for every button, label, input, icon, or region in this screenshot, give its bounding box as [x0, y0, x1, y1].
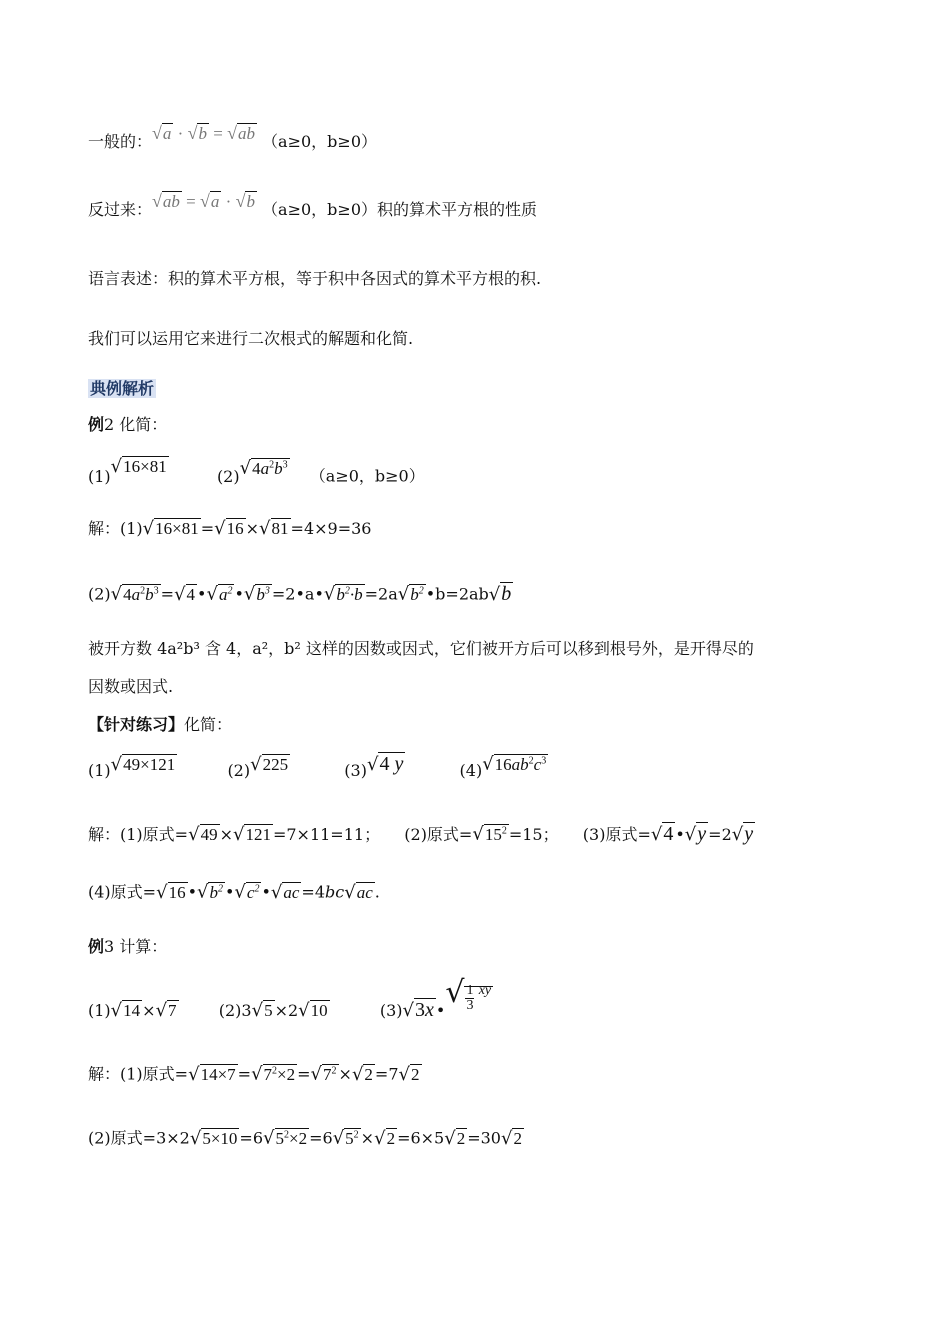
example3-title	[88, 936, 167, 958]
practice-title	[88, 714, 232, 736]
practice-solution-c: (3)原式=√4 •√y =2√y	[582, 822, 754, 845]
section-heading	[88, 378, 156, 400]
general-label: 一般的：	[88, 132, 153, 151]
example3-problem1: (1)√14 ×√7	[88, 1000, 177, 1021]
statement-line: 语言表述：积的算术平方根，等于积中各因式的算术平方根的积.	[88, 269, 542, 288]
usage-line: 我们可以运用它来进行二次根式的解题和化简.	[88, 329, 414, 348]
example3-problems	[88, 975, 493, 1027]
example3-label: 例	[88, 937, 105, 956]
practice-problem4: $(4)√16ab^2c^3$	[459, 753, 547, 780]
example2-problem1: (1)√16×81	[88, 455, 167, 486]
example3-problem3: (3)√3x •√ $\frac{1}{3}$ $^{xy}$	[379, 975, 492, 1021]
reverse-label: 反过来：	[88, 200, 153, 219]
reverse-condition: （a≥0，b≥0）积的算术平方根的性质	[262, 200, 538, 219]
example2-solution2: $(2)√4a^2b^3 =√4$ $•√a^2$ $•√b^3$ $=2•a•√b^2\cdot b =2a√b^2$ •b=2ab√b	[88, 582, 512, 605]
general-formula: √a · √b = √ab	[152, 123, 255, 143]
practice-solution-b: (2)原式$=√15^2 =15$；	[404, 823, 559, 845]
example3-solution2: (2)原式$=3\times 2√5\times 10 =6√5^2\times 2 =6√5^2 \times√2 =6\times 5√2 =30√2$	[88, 1127, 522, 1149]
example2-note-line1: 被开方数 4a²b³ 含 4，a²，b² 这样的因数或因式，它们被开方后可以移到根号外，是开得尽的	[88, 639, 754, 658]
practice-problems	[88, 752, 548, 782]
practice-solution-a: 解：(1)原式=√49 ×√121 =7×11=11；	[88, 823, 381, 845]
practice-title-suffix: 化简：	[184, 715, 233, 734]
practice-problem3: (3)√4 y	[344, 752, 404, 780]
practice-title-bold: 【针对练习】	[88, 715, 185, 734]
section-title: 典例解析	[90, 379, 155, 398]
practice-problem1: (1)√49×121	[88, 753, 176, 780]
reverse-formula: √ab = √a · √b	[152, 191, 255, 211]
example2-title-text: 2 化简：	[104, 415, 168, 434]
example2-solution1: 解：(1)√16×81 =√16 ×√81 =4×9=36	[88, 518, 372, 539]
general-condition: （a≥0，b≥0）	[262, 132, 378, 151]
example2-label: 例	[88, 415, 105, 434]
example2-title	[88, 414, 167, 436]
practice-problem2: (2)√225	[227, 753, 289, 780]
example3-solution1: 解：(1)原式$=√14\times 7 =√7^2\times 2 =√7^2 \times√2 =7√2$	[88, 1063, 420, 1085]
reverse-property-line	[88, 191, 538, 221]
practice-solution-row1	[88, 820, 755, 846]
practice-solution-d: (4)原式=√16 $•√b^2$ $•√c^2$ •√ac =4bc√ac .	[88, 881, 380, 903]
example2-problem2: $(2)√4a^2b^3$	[216, 457, 288, 486]
example3-problem2: (2)3√5 ×2√10	[218, 1000, 328, 1021]
example2-note-line2: 因数或因式.	[88, 677, 174, 696]
general-property-line	[88, 123, 378, 153]
example3-title-text: 3 计算：	[104, 937, 168, 956]
example2-condition: （a≥0，b≥0）	[309, 466, 425, 486]
example2-problems	[88, 455, 425, 488]
